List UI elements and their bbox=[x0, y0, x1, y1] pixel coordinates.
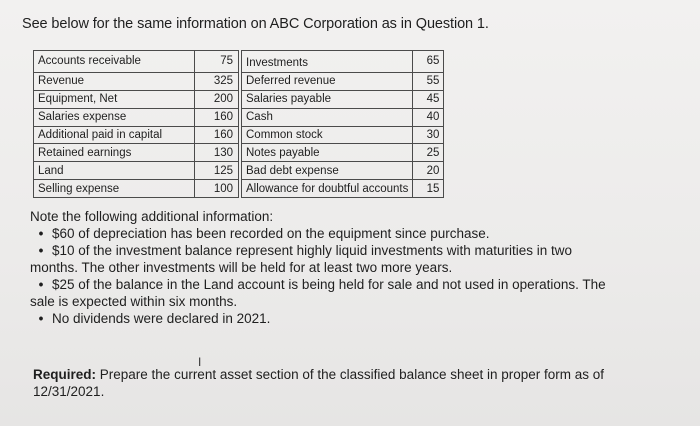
list-item bbox=[30, 242, 670, 276]
account-value: 125 bbox=[195, 162, 239, 180]
table-row bbox=[34, 72, 444, 90]
account-name: Salaries payable bbox=[242, 90, 413, 108]
note-continuation: months. The other investments will be held for at least two more years. bbox=[30, 260, 453, 275]
table-row bbox=[34, 144, 444, 162]
account-name: Cash bbox=[242, 108, 413, 126]
account-name: Investments bbox=[242, 51, 413, 73]
account-value: 65 bbox=[413, 51, 444, 73]
account-value: 100 bbox=[195, 180, 239, 198]
notes-heading: Note the following additional information: bbox=[30, 209, 274, 224]
required-text: Prepare the current asset section of the classified balance sheet in proper form as of bbox=[96, 367, 605, 382]
table-row bbox=[34, 90, 444, 108]
account-name: Equipment, Net bbox=[34, 90, 195, 108]
account-name: Deferred revenue bbox=[242, 72, 413, 90]
intro-text: See below for the same information on ABC Corporation as in Question 1. bbox=[22, 16, 489, 32]
table-row bbox=[34, 51, 444, 73]
account-name: Land bbox=[34, 162, 195, 180]
table-row bbox=[34, 162, 444, 180]
account-name: Common stock bbox=[242, 126, 413, 144]
account-value: 160 bbox=[195, 108, 239, 126]
account-value: 45 bbox=[413, 90, 444, 108]
list-item bbox=[30, 276, 670, 310]
bullet-icon: • bbox=[38, 226, 44, 241]
note-text: $25 of the balance in the Land account is being held for sale and not used in operations. The bbox=[52, 277, 606, 292]
account-name: Accounts receivable bbox=[34, 51, 195, 73]
account-name: Notes payable bbox=[242, 144, 413, 162]
bullet-icon: • bbox=[38, 277, 44, 292]
required-date: 12/31/2021. bbox=[33, 384, 105, 399]
additional-information bbox=[30, 208, 670, 327]
account-name: Revenue bbox=[34, 72, 195, 90]
account-value: 130 bbox=[195, 144, 239, 162]
account-name: Additional paid in capital bbox=[34, 126, 195, 144]
bullet-icon: • bbox=[38, 243, 44, 258]
list-item bbox=[30, 310, 670, 327]
account-name: Bad debt expense bbox=[242, 162, 413, 180]
account-value: 30 bbox=[413, 126, 444, 144]
account-value: 325 bbox=[195, 72, 239, 90]
account-value: 25 bbox=[413, 144, 444, 162]
required-label: Required: bbox=[33, 367, 97, 382]
account-value: 15 bbox=[413, 180, 444, 198]
note-text: No dividends were declared in 2021. bbox=[52, 311, 271, 326]
account-name: Selling expense bbox=[34, 180, 195, 198]
account-value: 75 bbox=[195, 51, 239, 73]
account-balances-table bbox=[33, 50, 444, 198]
account-value: 55 bbox=[413, 72, 444, 90]
note-continuation: sale is expected within six months. bbox=[30, 294, 238, 309]
note-text: $60 of depreciation has been recorded on the equipment since purchase. bbox=[52, 226, 490, 241]
text-cursor-icon: I bbox=[198, 355, 202, 369]
notes-list bbox=[30, 225, 670, 327]
table-row bbox=[34, 108, 444, 126]
bullet-icon: • bbox=[38, 311, 44, 326]
account-value: 200 bbox=[195, 90, 239, 108]
account-value: 160 bbox=[195, 126, 239, 144]
table-row bbox=[34, 126, 444, 144]
list-item bbox=[30, 225, 670, 242]
account-value: 20 bbox=[413, 162, 444, 180]
required-instruction bbox=[33, 366, 653, 400]
account-name: Retained earnings bbox=[34, 144, 195, 162]
table-row bbox=[34, 180, 444, 198]
account-name: Allowance for doubtful accounts bbox=[242, 180, 413, 198]
account-name: Salaries expense bbox=[34, 108, 195, 126]
account-value: 40 bbox=[413, 108, 444, 126]
note-text: $10 of the investment balance represent highly liquid investments with maturities in two bbox=[52, 243, 573, 258]
